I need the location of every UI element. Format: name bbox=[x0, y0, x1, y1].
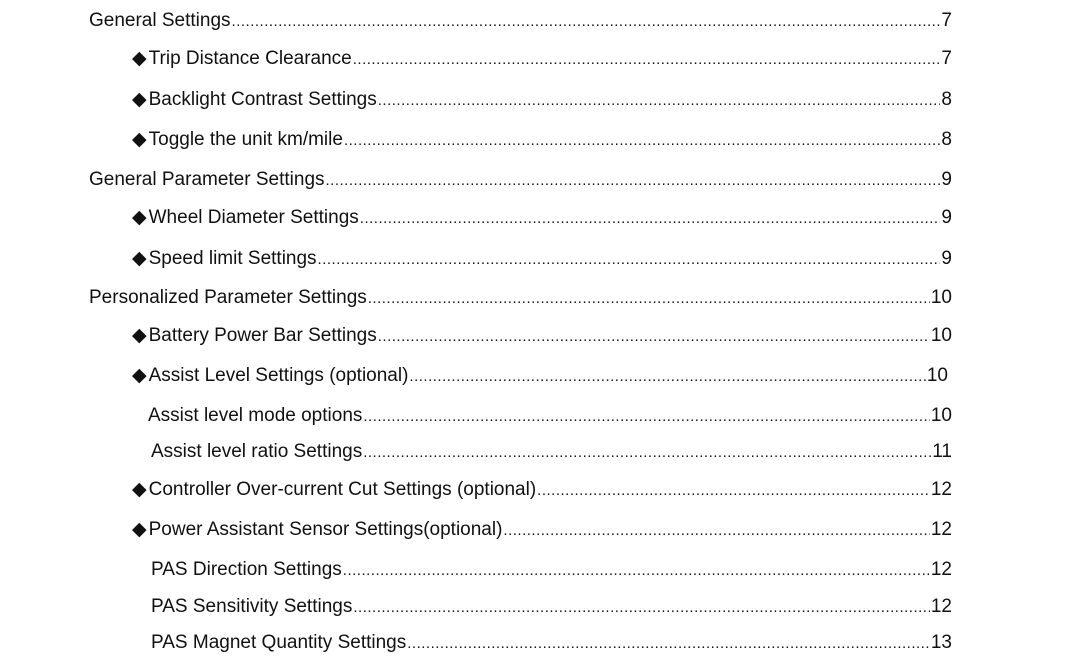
toc-entry-title: Controller Over-current Cut Settings (optional) bbox=[148, 479, 537, 500]
toc-entry-title: Power Assistant Sensor Settings(optional) bbox=[148, 519, 503, 540]
diamond-bullet-icon: ◆ bbox=[132, 479, 147, 500]
toc-entry-title: General Settings bbox=[89, 10, 231, 31]
toc-entry-assist-level-settings[interactable] bbox=[132, 364, 948, 389]
dot-leader bbox=[378, 89, 941, 113]
toc-entry-wheel-diameter-settings[interactable] bbox=[132, 206, 952, 231]
diamond-bullet-icon: ◆ bbox=[132, 248, 147, 269]
toc-entry-pas-sensitivity-settings[interactable] bbox=[151, 595, 952, 620]
toc-entry-page: 9 bbox=[941, 207, 952, 228]
toc-entry-general-settings[interactable] bbox=[89, 9, 952, 34]
dot-leader bbox=[409, 365, 925, 389]
diamond-bullet-icon: ◆ bbox=[132, 89, 147, 110]
toc-entry-power-assistant-sensor-settings[interactable] bbox=[132, 518, 952, 543]
dot-leader bbox=[503, 519, 929, 543]
dot-leader bbox=[353, 48, 941, 72]
toc-entry-assist-level-ratio-settings[interactable] bbox=[151, 440, 952, 465]
toc-entry-page: 13 bbox=[930, 632, 952, 653]
toc-entry-battery-power-bar-settings[interactable] bbox=[132, 324, 952, 349]
toc-entry-title: PAS Sensitivity Settings bbox=[151, 596, 353, 617]
toc-entry-page: 12 bbox=[930, 479, 952, 500]
toc-entry-page: 10 bbox=[930, 405, 952, 426]
toc-entry-title: Personalized Parameter Settings bbox=[89, 287, 367, 308]
diamond-bullet-icon: ◆ bbox=[132, 207, 147, 228]
toc-entry-page: 8 bbox=[941, 129, 952, 150]
dot-leader bbox=[353, 596, 930, 620]
toc-entry-trip-distance-clearance[interactable] bbox=[132, 47, 952, 72]
dot-leader bbox=[318, 248, 941, 272]
toc-entry-page: 9 bbox=[941, 248, 952, 269]
toc-entry-pas-magnet-quantity-settings[interactable] bbox=[151, 631, 952, 656]
toc-entry-title: Toggle the unit km/mile bbox=[148, 129, 343, 150]
toc-entry-page: 11 bbox=[932, 441, 952, 462]
toc-entry-backlight-contrast-settings[interactable] bbox=[132, 88, 952, 113]
toc-entry-title: Assist Level Settings (optional) bbox=[148, 365, 409, 386]
toc-entry-page: 7 bbox=[941, 48, 952, 69]
dot-leader bbox=[326, 169, 941, 193]
toc-entry-toggle-unit[interactable] bbox=[132, 128, 952, 153]
toc-entry-title: PAS Direction Settings bbox=[151, 559, 342, 580]
toc-entry-page: 12 bbox=[930, 559, 952, 580]
toc-entry-title: Wheel Diameter Settings bbox=[148, 207, 359, 228]
toc-entry-personalized-parameter-settings[interactable] bbox=[89, 286, 952, 311]
toc-entry-title: Assist level mode options bbox=[148, 405, 363, 426]
diamond-bullet-icon: ◆ bbox=[132, 325, 147, 346]
toc-entry-title: Speed limit Settings bbox=[148, 248, 317, 269]
toc-entry-controller-over-current-cut[interactable] bbox=[132, 478, 952, 503]
toc-entry-title: Backlight Contrast Settings bbox=[148, 89, 377, 110]
toc-entry-title: General Parameter Settings bbox=[89, 169, 325, 190]
toc-entry-page: 9 bbox=[941, 169, 952, 190]
toc-entry-pas-direction-settings[interactable] bbox=[151, 558, 952, 583]
diamond-bullet-icon: ◆ bbox=[132, 519, 147, 540]
dot-leader bbox=[343, 559, 930, 583]
toc-entry-page: 8 bbox=[941, 89, 952, 110]
toc-entry-page: 10 bbox=[930, 287, 952, 308]
diamond-bullet-icon: ◆ bbox=[132, 365, 147, 386]
dot-leader bbox=[368, 287, 930, 311]
toc-entry-title: Battery Power Bar Settings bbox=[148, 325, 377, 346]
dot-leader bbox=[360, 207, 941, 231]
toc-entry-general-parameter-settings[interactable] bbox=[89, 168, 952, 193]
diamond-bullet-icon: ◆ bbox=[132, 129, 147, 150]
toc-entry-page: 7 bbox=[941, 10, 952, 31]
toc-entry-speed-limit-settings[interactable] bbox=[132, 247, 952, 272]
dot-leader bbox=[407, 632, 930, 656]
toc-entry-page: 10 bbox=[930, 325, 952, 346]
toc-entry-title: Assist level ratio Settings bbox=[151, 441, 363, 462]
dot-leader bbox=[363, 441, 931, 465]
toc-entry-page: 12 bbox=[930, 596, 952, 617]
dot-leader bbox=[232, 10, 941, 34]
dot-leader bbox=[344, 129, 940, 153]
toc-entry-assist-level-mode-options[interactable] bbox=[148, 404, 952, 429]
diamond-bullet-icon: ◆ bbox=[132, 48, 147, 69]
toc-entry-page: 12 bbox=[930, 519, 952, 540]
dot-leader bbox=[537, 479, 930, 503]
dot-leader bbox=[378, 325, 930, 349]
toc-entry-title: Trip Distance Clearance bbox=[148, 48, 352, 69]
toc-entry-title: PAS Magnet Quantity Settings bbox=[151, 632, 407, 653]
dot-leader bbox=[363, 405, 929, 429]
toc-entry-page: 10 bbox=[926, 365, 948, 386]
